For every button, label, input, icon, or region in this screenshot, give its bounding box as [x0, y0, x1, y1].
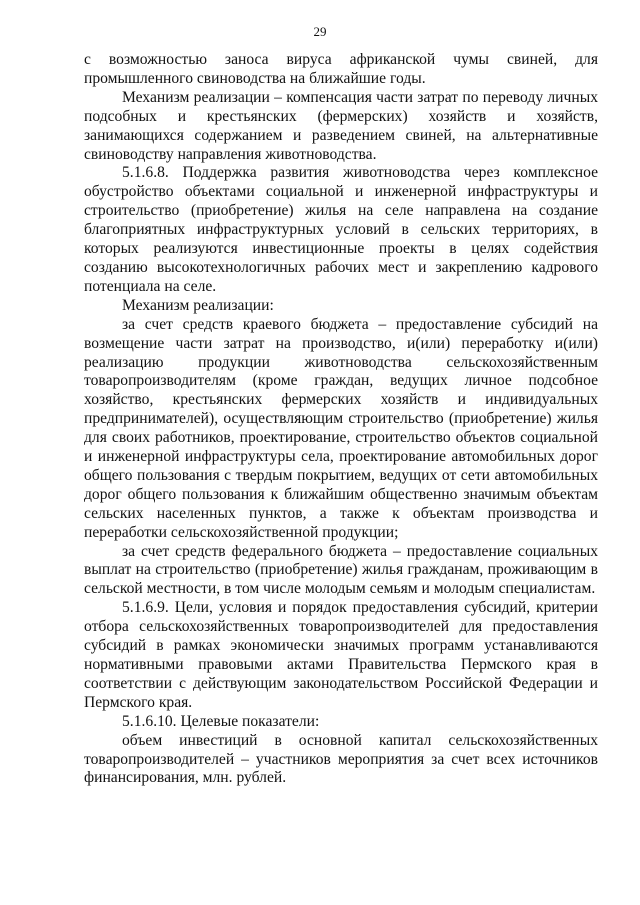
- page-number: 29: [313, 24, 327, 39]
- paragraph-indicator: объем инвестиций в основной капитал сельскохозяйственных товаропроизводителей – участников мероприятия за счет всех источников финансирования, млн. рублей.: [84, 731, 598, 787]
- paragraph-mechanism-heading: Механизм реализации:: [122, 296, 274, 314]
- paragraph-mechanism-1: Механизм реализации – компенсация части затрат по переводу личных подсобных и крестьянских (фермерских) хозяйств и хозяйств, занимающихся содержанием и разведением свиней, на альтернативные свиноводству направления животноводства.: [84, 88, 598, 163]
- paragraph-federal-budget: за счет средств федерального бюджета – предоставление социальных выплат на строительство (приобретение) жилья гражданам, проживающим в сельской местности, в том числе молодым семьям и молодым специалистам.: [84, 542, 598, 598]
- paragraph-5-1-6-10: 5.1.6.10. Целевые показатели:: [122, 712, 320, 730]
- paragraph-5-1-6-8: 5.1.6.8. Поддержка развития животноводства через комплексное обустройство объектами социальной и инженерной инфраструктуры и строительство (приобретение) жилья на селе направлена на создание благоприятных инфраструктурных условий в сельских территориях, в которых реализуются инвестиционные проекты в целях содействия созданию высокотехнологичных рабочих мест и закреплению кадрового потенциала на селе.: [84, 164, 598, 295]
- paragraph-regional-budget: за счет средств краевого бюджета – предоставление субсидий на возмещение части затрат на производство, и(или) переработку и(или) реализацию продукции животноводства сельскохозяйственным товаропроизводителям (кроме граждан, ведущих личное подсобное хозяйство, крестьянских фермерских хозяйств и индивидуальных предпринимателей), осуществляющим строительство (приобретение) жилья для своих работников, проектирование, строительство объектов социальной и инженерной инфраструктуры села, проектирование автомобильных дорог общего пользования с твердым покрытием, ведущих от сети автомобильных дорог общего пользования к ближайшим общественно значимым объектам сельских населенных пунктов, а также к объектам производства и переработки сельскохозяйственной продукции;: [84, 315, 598, 541]
- body-text: [84, 51, 598, 788]
- paragraph-continuation: с возможностью заноса вируса африканской чумы свиней, для промышленного свиноводства на ближайшие годы.: [84, 51, 598, 87]
- paragraph-5-1-6-9: 5.1.6.9. Цели, условия и порядок предоставления субсидий, критерии отбора сельскохозяйственных товаропроизводителей для предоставления субсидий в рамках экономически значимых программ устанавливаются нормативными правовыми актами Правительства Пермского края в соответствии с действующим законодательством Российской Федерации и Пермского края.: [84, 599, 598, 711]
